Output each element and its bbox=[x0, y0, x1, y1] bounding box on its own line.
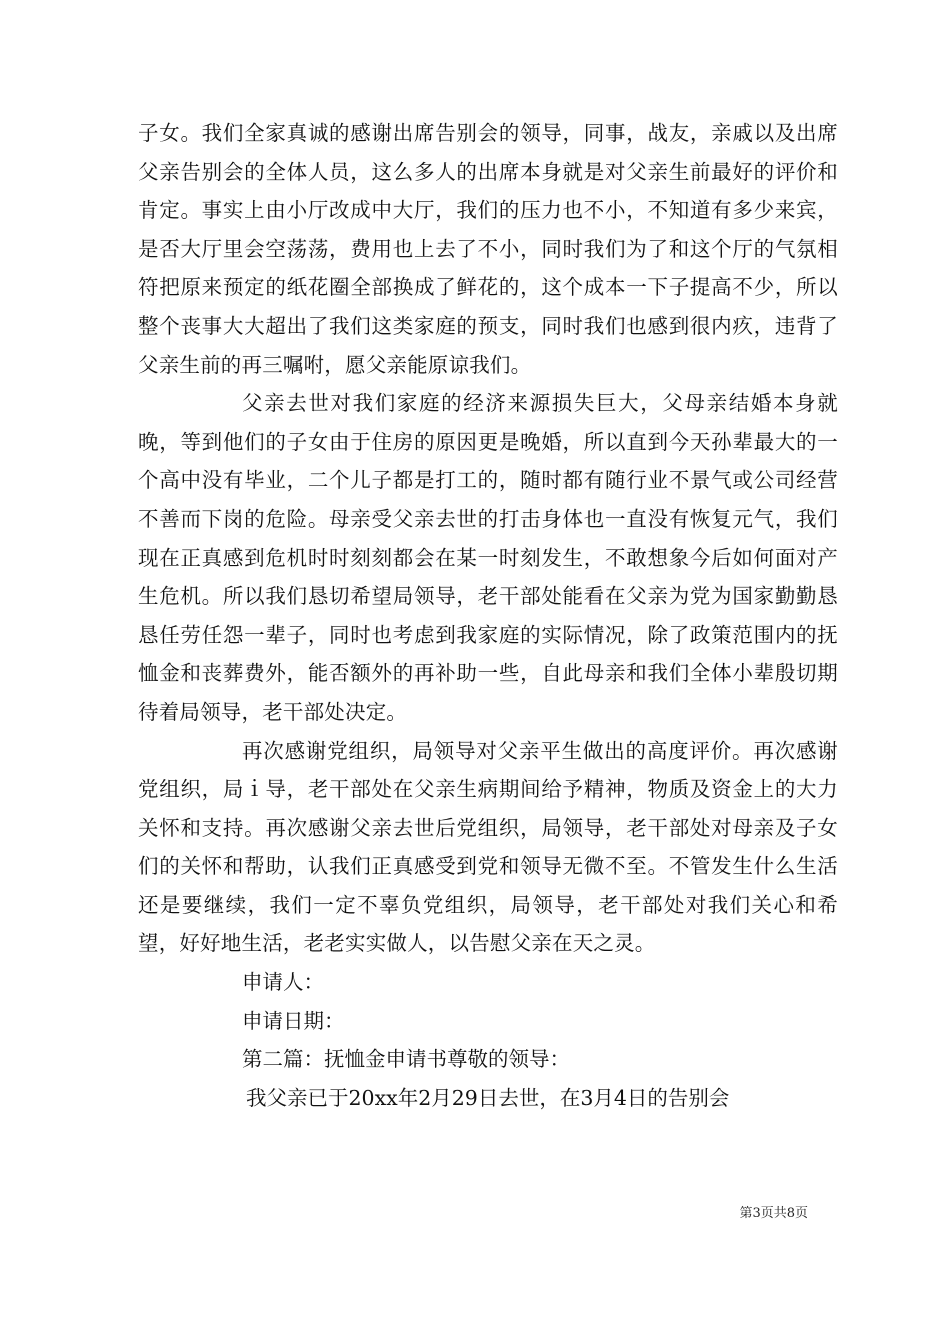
paragraph-thanks: 再次感谢党组织，局领导对父亲平生做出的高度评价。再次感谢党组织，局ｉ导，老干部处在父亲生病期间给予精神，物质及资金上的大力关怀和支持。再次感谢父亲去世后党组织，局领导，老干部处对母亲及子女们的关怀和帮助，认我们正真感受到党和领导无微不至。不管发生什么生活还是要继续，我们一定不辜负党组织，局领导，老干部处对我们关心和希望，好好地生活，老老实实做人，以告慰父亲在天之灵。 bbox=[138, 738, 838, 956]
page-number: 第3页共8页 bbox=[739, 1206, 808, 1221]
paragraph-gratitude: 子女。我们全家真诚的感谢出席告别会的领导，同事，战友，亲戚以及出席父亲告别会的全体人员，这么多人的出席本身就是对父亲生前最好的评价和肯定。事实上由小厅改成中大厅，我们的压力也不小，不知道有多少来宾，是否大厅里会空荡荡，费用也上去了不小，同时我们为了和这个厅的气氛相符把原来预定的纸花圈全部换成了鲜花的，这个成本一下子提高不少，所以整个丧事大大超出了我们这类家庭的预支，同时我们也感到很内疚，违背了父亲生前的再三嘱咐，愿父亲能原谅我们。 bbox=[138, 121, 838, 377]
applicant-label: 申请人： bbox=[242, 970, 324, 995]
paragraph-hardship: 父亲去世对我们家庭的经济来源损失巨大，父母亲结婚本身就晚，等到他们的子女由于住房的原因更是晚婚，所以直到今天孙辈最大的一个高中没有毕业，二个儿子都是打工的，随时都有随行业不景气或公司经营不善而下岗的危险。母亲受父亲去世的打击身体也一直没有恢复元气，我们现在正真感到危机时时刻刻都会在某一时刻发生，不敢想象今后如何面对产生危机。所以我们恳切希望局领导，老干部处能看在父亲为党为国家勤勤恳恳任劳任怨一辈子，同时也考虑到我家庭的实际情况，除了政策范围内的抚恤金和丧葬费外，能否额外的再补助一些，自此母亲和我们全体小辈殷切期待着局领导，老干部处决定。 bbox=[138, 391, 838, 724]
date-label: 申请日期： bbox=[242, 1008, 345, 1033]
document-body bbox=[138, 114, 838, 1117]
paragraph-next-start: 我父亲已于20xx年2月29日去世，在3月4日的告别会 bbox=[246, 1085, 730, 1110]
section-heading: 第二篇：抚恤金申请书尊敬的领导： bbox=[242, 1047, 570, 1072]
